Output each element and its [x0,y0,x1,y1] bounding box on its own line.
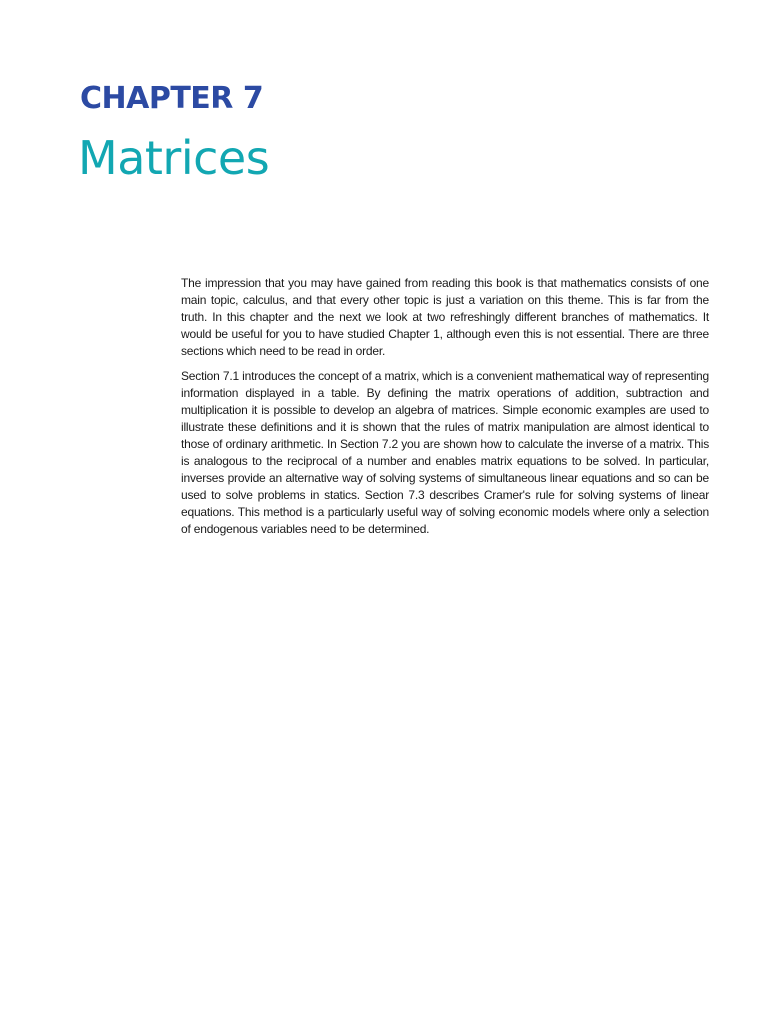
chapter-title: Matrices [78,131,270,185]
intro-paragraph-1: The impression that you may have gained from reading this book is that mathematics consists of one main topic, calculus, and that every other topic is just a variation on this theme. This is far from the truth. In this chapter and the next we look at two refreshingly different branches of mathematics. It would be useful for you to have studied Chapter 1, although even this is not essential. There are three sections which need to be read in order. [181,276,709,358]
chapter-label: CHAPTER 7 [80,81,264,116]
chapter-introduction [181,275,709,546]
intro-paragraph-2: Section 7.1 introduces the concept of a matrix, which is a convenient mathematical way of representing information displayed in a table. By defining the matrix operations of addition, subtraction and multiplication it is possible to develop an algebra of matrices. Simple economic examples are used to illustrate these definitions and it is shown that the rules of matrix manipulation are almost identical to those of ordinary arithmetic. In Section 7.2 you are shown how to calculate the inverse of a matrix. This is analogous to the reciprocal of a number and enables matrix equations to be solved. In particular, inverses provide an alternative way of solving systems of simultaneous linear equations and so can be used to solve problems in statics. Section 7.3 describes Cramer's rule for solving systems of linear equations. This method is a particularly useful way of solving economic models where only a selection of endogenous variables need to be determined. [181,369,709,536]
